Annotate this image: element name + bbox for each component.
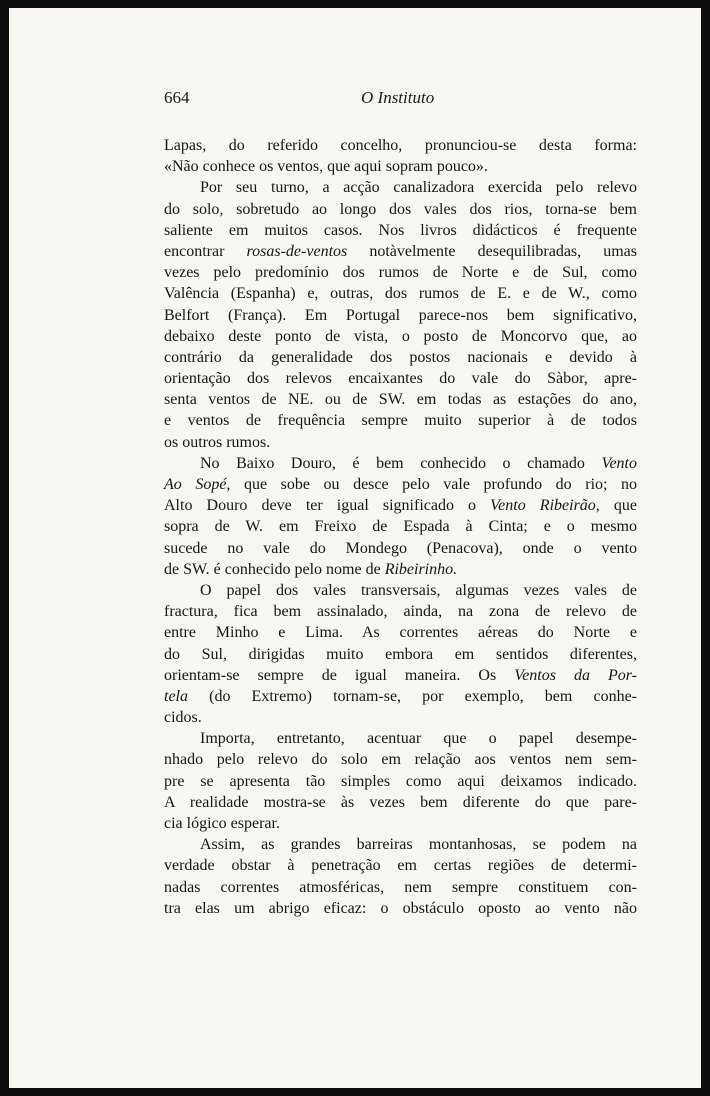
text-line: tra elas um abrigo eficaz: o obstáculo oposto ao vento não bbox=[164, 899, 637, 917]
paragraph bbox=[164, 135, 637, 177]
text-line: saliente em muitos casos. Nos livros didácticos é frequente bbox=[164, 221, 637, 239]
text-line: Por seu turno, a acção canalizadora exercida pelo relevo bbox=[200, 179, 637, 197]
text-line: Importa, entretanto, acentuar que o papel desempe- bbox=[200, 730, 637, 748]
text-line: pre se apresenta tão simples como aqui deixamos indicado. bbox=[164, 772, 637, 790]
text-line: do Sul, dirigidas muito embora em sentidos diferentes, bbox=[164, 645, 637, 663]
text-line: vezes pelo predomínio dos rumos de Norte e de Sul, como bbox=[164, 264, 637, 282]
book-page bbox=[9, 8, 701, 1088]
text-line: orientação dos relevos encaixantes do vale do Sàbor, apre- bbox=[164, 370, 637, 388]
text-line: orientam-se sempre de igual maneira. Os Ventos da Por- bbox=[164, 666, 638, 684]
text-line: fractura, fica bem assinalado, ainda, na zona de relevo de bbox=[164, 603, 637, 621]
text-line: Valência (Espanha) e, outras, dos rumos de E. e de W., como bbox=[164, 285, 637, 303]
paragraph bbox=[164, 834, 637, 919]
text-line: Lapas, do referido concelho, pronunciou-se desta forma: bbox=[164, 137, 637, 154]
text-line: entre Minho e Lima. As correntes aéreas do Norte e bbox=[164, 624, 637, 642]
text-line: tela (do Extremo) tornam-se, por exemplo, bem conhe- bbox=[164, 687, 637, 705]
text-line: nhado pelo relevo do solo em relação aos ventos nem sem- bbox=[164, 751, 637, 769]
text-line: os outros rumos. bbox=[164, 433, 271, 451]
paragraph bbox=[164, 728, 637, 834]
text-line: O papel dos vales transversais, algumas vezes vales de bbox=[200, 581, 637, 599]
page-header bbox=[9, 86, 701, 116]
text-line: nadas correntes atmosféricas, nem sempre constituem con- bbox=[164, 878, 637, 896]
text-line: contrário da generalidade dos postos nacionais e devido à bbox=[164, 348, 637, 366]
text-line: A realidade mostra-se às vezes bem diferente do que pare- bbox=[164, 793, 637, 811]
text-line: «Não conhece os ventos, que aqui sopram pouco». bbox=[164, 158, 488, 176]
paragraph bbox=[164, 453, 637, 580]
running-title: O Instituto bbox=[361, 88, 435, 107]
text-line: verdade obstar à penetração em certas regiões de determi- bbox=[164, 857, 637, 875]
paragraph bbox=[164, 580, 637, 728]
page-number: 664 bbox=[164, 88, 190, 107]
text-line: cidos. bbox=[164, 709, 202, 727]
text-line: cia lógico esperar. bbox=[164, 815, 280, 832]
text-line: senta ventos de NE. ou de SW. em todas as estações do ano, bbox=[164, 391, 637, 409]
text-line: Assim, as grandes barreiras montanhosas, se podem na bbox=[200, 836, 637, 854]
paragraph bbox=[164, 177, 637, 452]
text-line: Alto Douro deve ter igual significado o Vento Ribeirão, que bbox=[164, 497, 637, 515]
body-text bbox=[164, 135, 637, 919]
text-line: sucede no vale do Mondego (Penacova), onde o vento bbox=[164, 539, 637, 557]
text-line: sopra de W. em Freixo de Espada à Cinta; e o mesmo bbox=[164, 518, 637, 536]
text-line: do solo, sobretudo ao longo dos vales dos rios, torna-se bem bbox=[164, 200, 637, 218]
text-line: de SW. é conhecido pelo nome de Ribeirinho. bbox=[164, 560, 458, 578]
text-line: Ao Sopé, que sobe ou desce pelo vale profundo do rio; no bbox=[164, 476, 638, 493]
text-line: e ventos de frequência sempre muito superior à de todos bbox=[164, 412, 637, 430]
text-line: No Baixo Douro, é bem conhecido o chamado Vento bbox=[200, 454, 637, 472]
text-line: debaixo deste ponto de vista, o posto de Moncorvo que, ao bbox=[164, 327, 637, 345]
text-line: Belfort (França). Em Portugal parece-nos bem significativo, bbox=[164, 306, 637, 324]
text-line: encontrar rosas-de-ventos notàvelmente desequilibradas, umas bbox=[164, 242, 638, 260]
